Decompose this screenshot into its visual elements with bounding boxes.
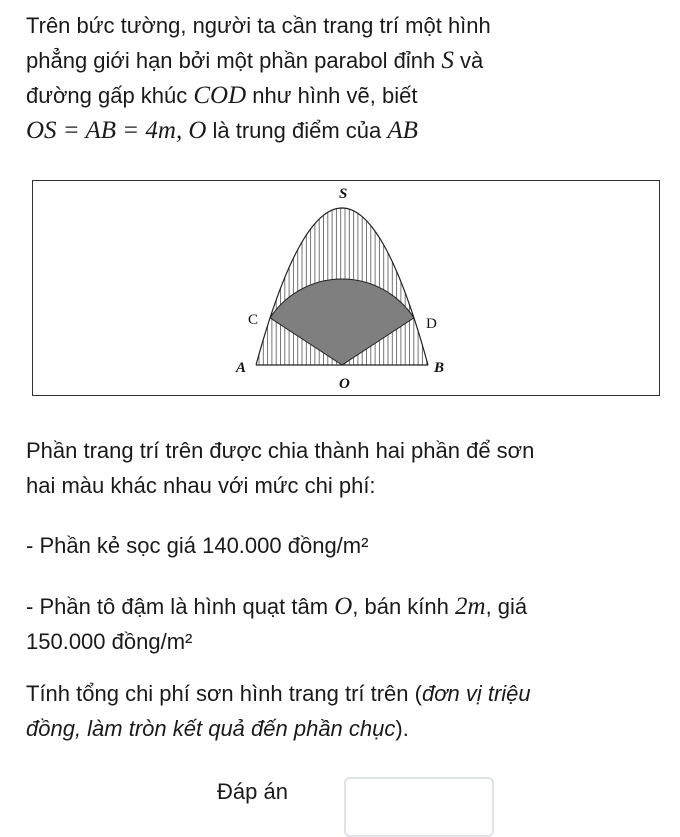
intro-vertex-S: S: [441, 47, 454, 74]
description-line-2: hai màu khác nhau với mức chi phí:: [26, 473, 376, 498]
shaded-cost-price: 150.000 đồng/m²: [26, 629, 193, 654]
intro-point-O: O: [188, 117, 207, 144]
striped-cost: [26, 528, 666, 563]
striped-cost-text: - Phần kẻ sọc giá 140.000 đồng/m²: [26, 533, 369, 558]
intro-equation: OS = AB = 4m,: [26, 117, 183, 144]
answer-label: Đáp án: [217, 779, 288, 804]
question-line-2-italic: đồng, làm tròn kết quả đến phần chục: [26, 716, 396, 741]
problem-intro: [26, 8, 666, 148]
shaded-cost-radius: 2m: [455, 593, 486, 620]
intro-line-2b: và: [453, 48, 484, 73]
label-C: C: [248, 312, 259, 328]
intro-line-3a: đường gấp khúc: [26, 83, 194, 108]
label-B: B: [434, 360, 445, 376]
intro-line-4b: là trung điểm của: [206, 118, 388, 143]
figure-frame: [32, 180, 660, 396]
intro-segment-AB: AB: [387, 117, 418, 144]
shaded-cost-text-c: , giá: [485, 594, 528, 619]
parabola-figure: [33, 181, 661, 397]
question: [26, 676, 666, 746]
intro-line-1: Trên bức tường, người ta cần trang trí một hình: [26, 13, 491, 38]
question-line-1a: Tính tổng chi phí sơn hình trang trí trên (: [26, 681, 422, 706]
question-line-2b: ).: [395, 716, 409, 741]
label-D: D: [426, 316, 437, 332]
shaded-cost-center-O: O: [334, 593, 353, 620]
description-line-1: Phần trang trí trên được chia thành hai phần để sơn: [26, 438, 535, 463]
intro-polyline-COD: COD: [193, 82, 247, 109]
description: [26, 433, 666, 503]
answer-input[interactable]: [344, 777, 494, 837]
label-A: A: [236, 360, 247, 376]
shaded-cost-text-b: , bán kính: [352, 594, 455, 619]
label-O: O: [339, 376, 350, 392]
intro-line-2a: phẳng giới hạn bởi một phần parabol đỉnh: [26, 48, 442, 73]
label-S: S: [339, 186, 348, 202]
shaded-cost-text-a: - Phần tô đậm là hình quạt tâm: [26, 594, 335, 619]
intro-line-3b: như hình vẽ, biết: [246, 83, 418, 108]
shaded-cost: [26, 589, 666, 659]
question-line-1-italic: đơn vị triệu: [421, 681, 531, 706]
